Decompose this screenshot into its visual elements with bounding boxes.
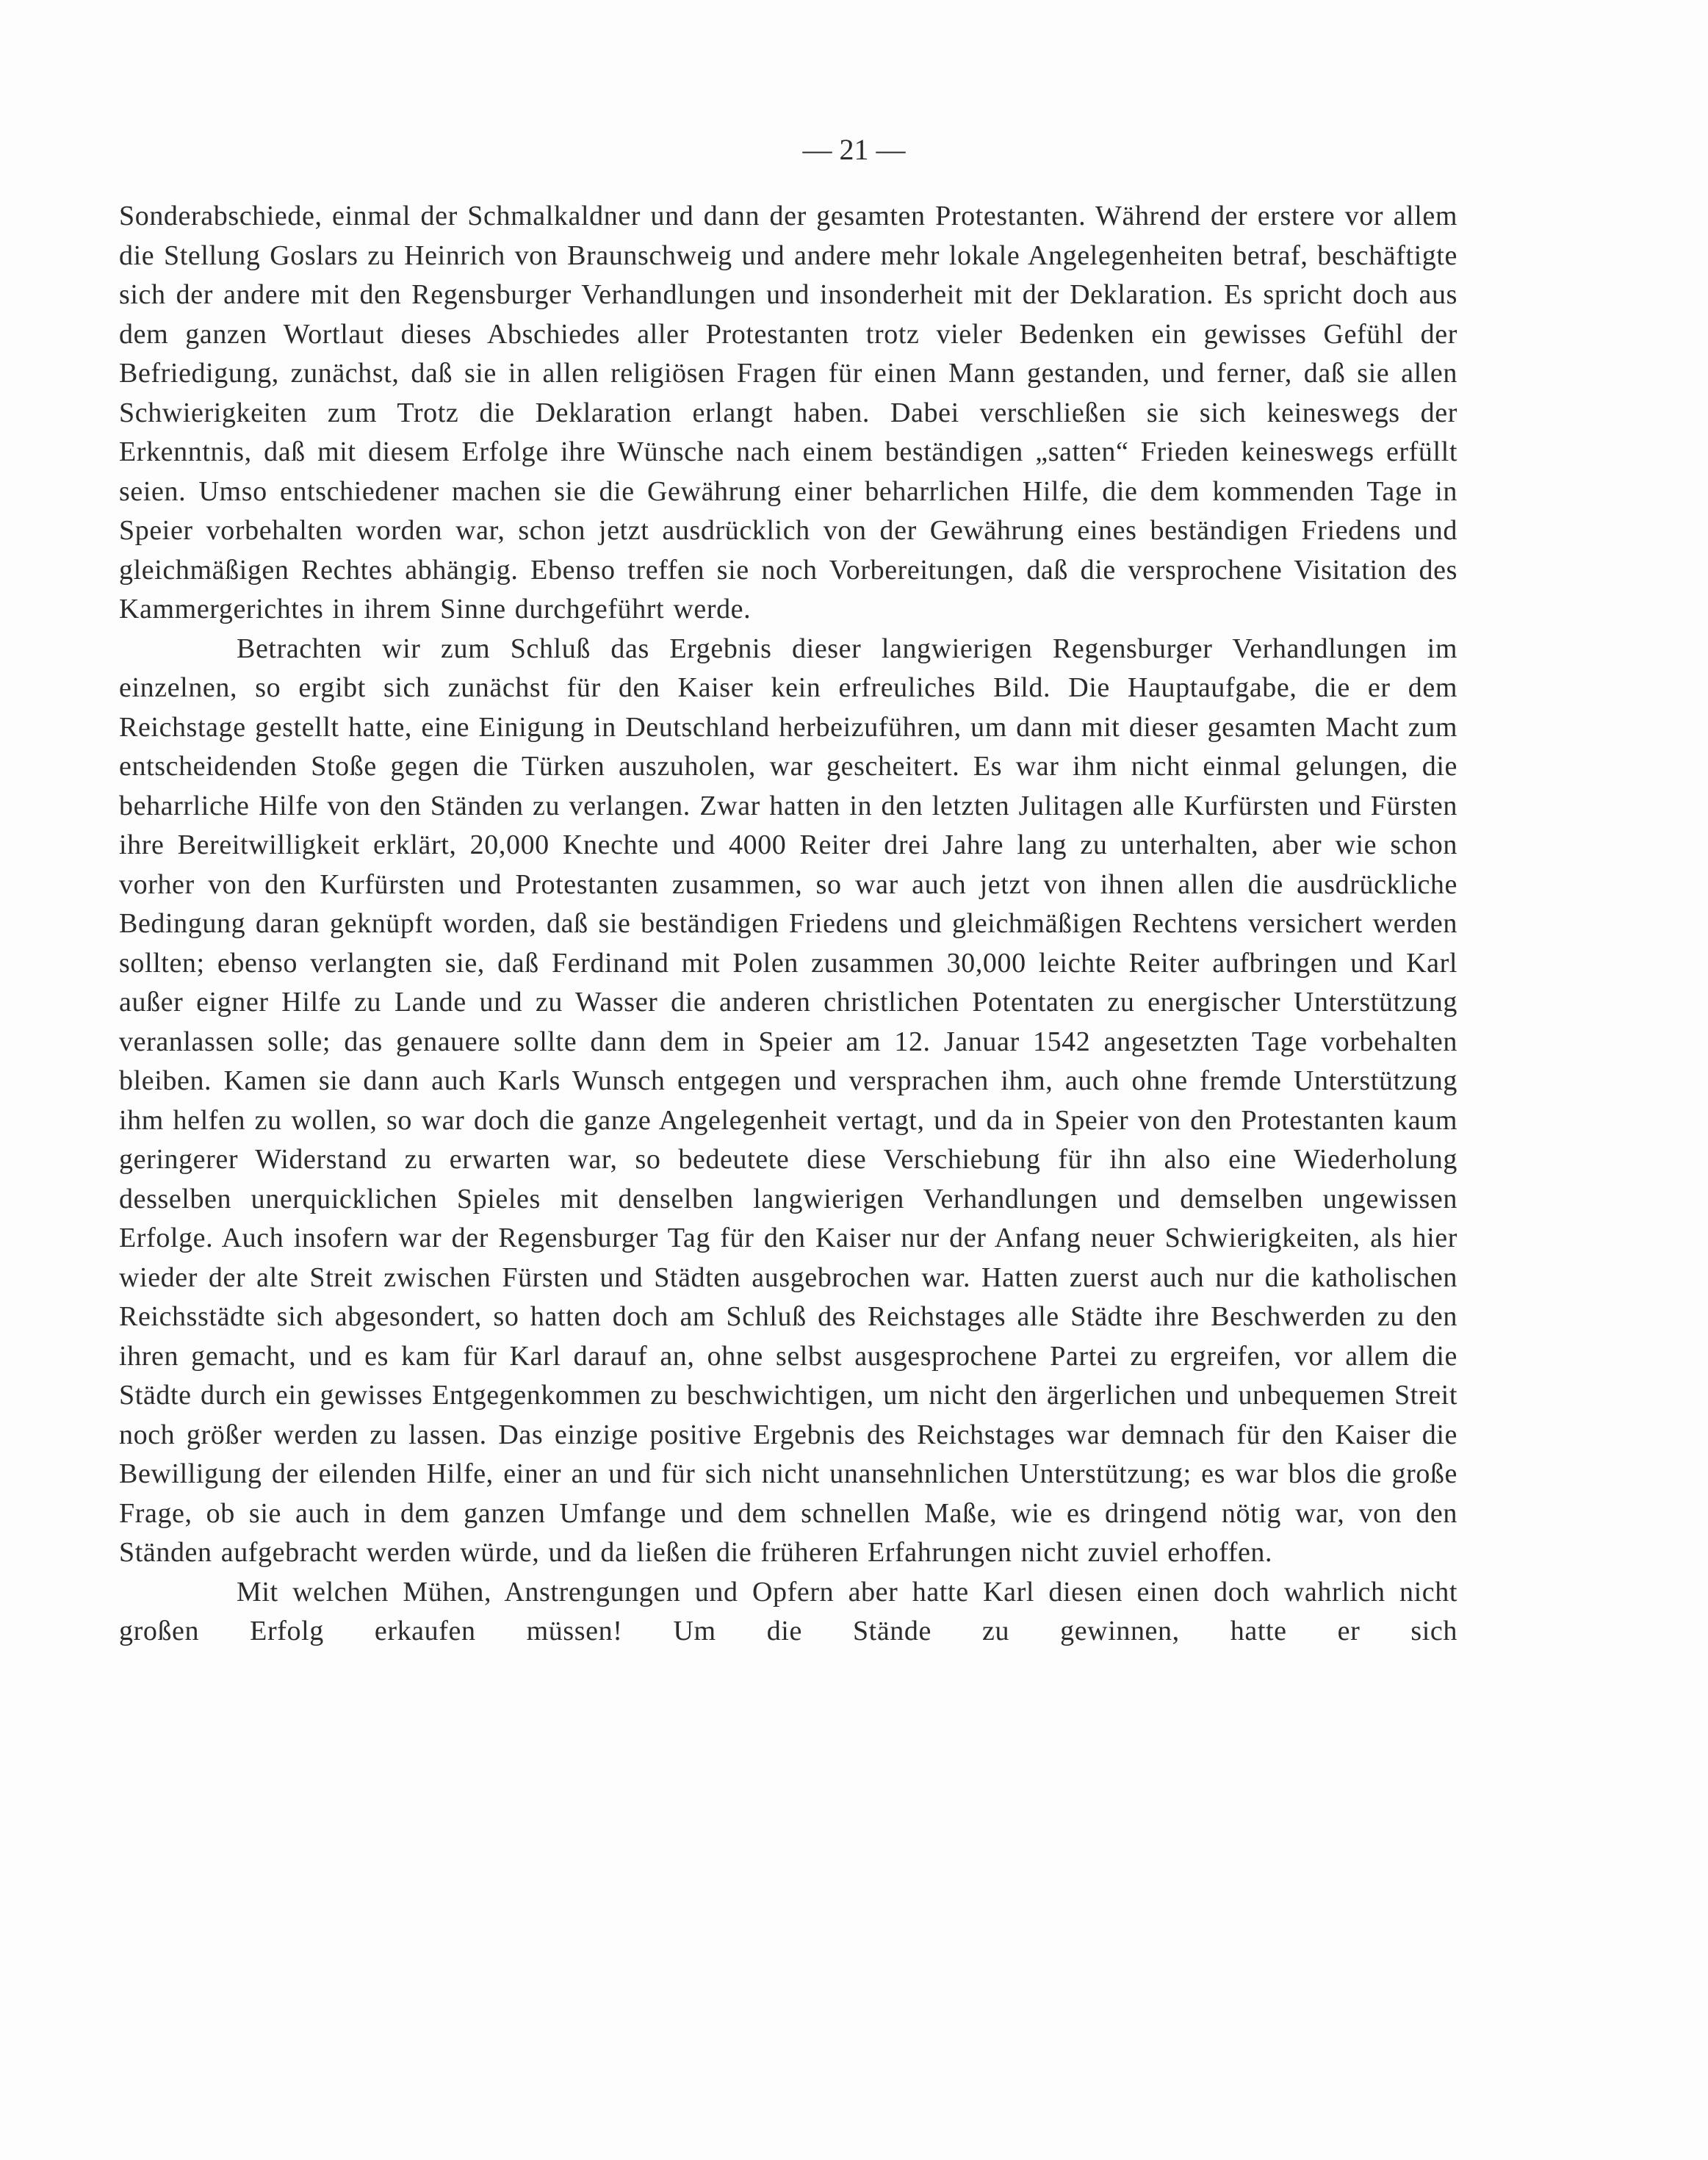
page-number: — 21 — bbox=[802, 133, 906, 166]
paragraph-2: Betrachten wir zum Schluß das Ergebnis dieser langwierigen Regensburger Verhandlungen im einzelnen, so ergibt sich zunächst für den Kaiser kein erfreuliches Bild. Die Hauptaufgabe, die er dem Reichstage gestellt hatte, eine Einigung in Deutschland herbeizuführen, um dann mit dieser gesamten Macht zum entscheidenden Stoße gegen die Türken auszuholen, war gescheitert. Es war ihm nicht einmal gelungen, die beharrliche Hilfe von den Ständen zu verlangen. Zwar hatten in den letzten Julitagen alle Kurfürsten und Fürsten ihre Bereitwilligkeit erklärt, 20,000 Knechte und 4000 Reiter drei Jahre lang zu unterhalten, aber wie schon vorher von den Kurfürsten und Protestanten zusammen, so war auch jetzt von ihnen allen die ausdrückliche Bedingung daran geknüpft worden, daß sie beständigen Friedens und gleichmäßigen Rechtens versichert werden sollten; ebenso verlangten sie, daß Ferdinand mit Polen zusammen 30,000 leichte Reiter aufbringen und Karl außer eigner Hilfe zu Lande und zu Wasser die anderen christlichen Potentaten zu energischer Unterstützung veranlassen solle; das genauere sollte dann dem in Speier am 12. Januar 1542 angesetzten Tage vorbehalten bleiben. Kamen sie dann auch Karls Wunsch entgegen und versprachen ihm, auch ohne fremde Unterstützung ihm helfen zu wollen, so war doch die ganze Angelegenheit vertagt, und da in Speier von den Protestanten kaum geringerer Widerstand zu erwarten war, so bedeutete diese Verschiebung für ihn also eine Wiederholung desselben unerquicklichen Spieles mit denselben langwierigen Verhandlungen und demselben ungewissen Erfolge. Auch insofern war der Regensburger Tag für den Kaiser nur der Anfang neuer Schwierigkeiten, als hier wieder der alte Streit zwischen Fürsten und Städten ausgebrochen war. Hatten zuerst auch nur die katholischen Reichsstädte sich abgesondert, so hatten doch am Schluß des Reichstages alle Städte ihre Beschwerden zu den ihren gemacht, und es kam für Karl darauf an, ohne selbst ausgesprochene Partei zu ergreifen, vor allem die Städte durch ein gewisses Entgegenkommen zu beschwichtigen, um nicht den ärgerlichen und unbequemen Streit noch größer werden zu lassen. Das einzige positive Ergebnis des Reichstages war demnach für den Kaiser die Bewilligung der eilenden Hilfe, einer an und für sich nicht unansehnlichen Unterstützung; es war blos die große Frage, ob sie auch in dem ganzen Umfange und dem schnellen Maße, wie es dringend nötig war, von den Ständen aufgebracht werden würde, und da ließen die früheren Erfahrungen nicht zuviel erhoffen. bbox=[119, 633, 1457, 1568]
paragraph-3: Mit welchen Mühen, Anstrengungen und Opfern aber hatte Karl diesen einen doch wahrlich nicht großen Erfolg erkaufen müssen! Um die Stände zu gewinnen, hatte er sich bbox=[119, 1576, 1457, 1646]
body-text bbox=[119, 197, 1457, 1652]
paragraph-1: Sonderabschiede, einmal der Schmalkaldner und dann der gesamten Protestanten. Während der erstere vor allem die Stellung Goslars zu Heinrich von Braunschweig und andere mehr lokale Angelegenheiten betraf, beschäftigte sich der andere mit den Regensburger Verhandlungen und insonderheit mit der Deklaration. Es spricht doch aus dem ganzen Wortlaut dieses Abschiedes aller Protestanten trotz vieler Bedenken ein gewisses Gefühl der Befriedigung, zunächst, daß sie in allen religiösen Fragen für einen Mann gestanden, und ferner, daß sie allen Schwierigkeiten zum Trotz die Deklaration erlangt haben. Dabei verschließen sie sich keineswegs der Erkenntnis, daß mit diesem Erfolge ihre Wünsche nach einem beständigen „satten“ Frieden keineswegs erfüllt seien. Umso entschiedener machen sie die Gewährung einer beharrlichen Hilfe, die dem kommenden Tage in Speier vorbehalten worden war, schon jetzt ausdrücklich von der Gewährung eines beständigen Friedens und gleichmäßigen Rechtes abhängig. Ebenso treffen sie noch Vorbereitungen, daß die versprochene Visitation des Kammergerichtes in ihrem Sinne durchgeführt werde. bbox=[119, 201, 1457, 624]
